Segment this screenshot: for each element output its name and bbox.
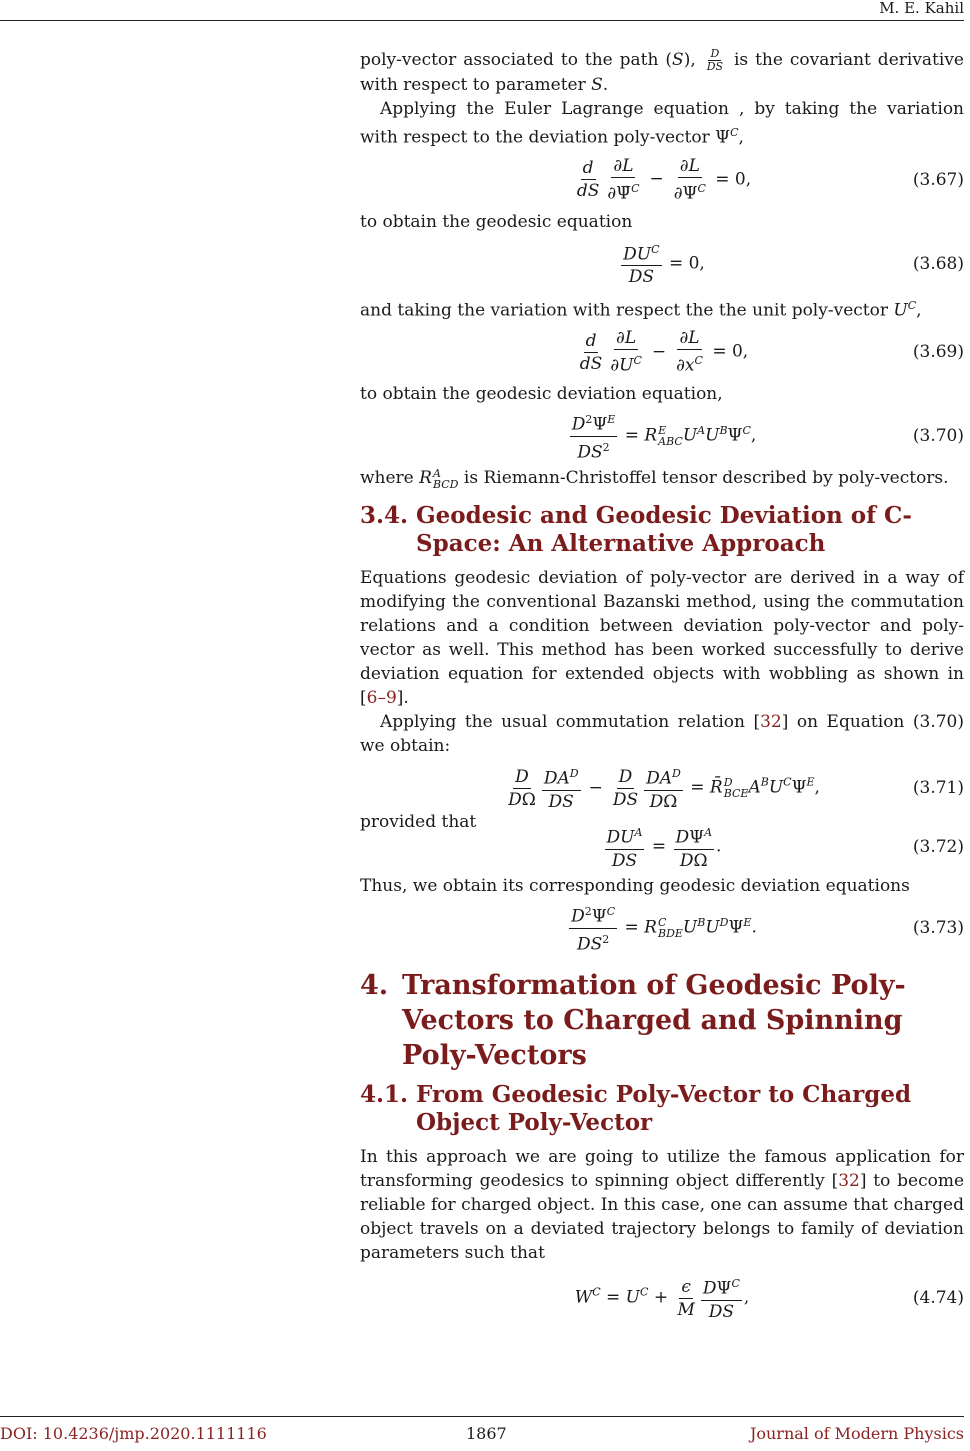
paragraph-euler-lagrange: Applying the Euler Lagrange equation , by taking the variation with respect to the deviation poly-vector $\Psi^C$, <box>360 99 964 148</box>
paragraph-charged-object: In this approach we are going to utilize the famous application for transforming geodesics to spinning object differently [32] to become reliable for charged object. In this case, one can assume that charged object travels on a deviated trajectory belongs to family of deviation parameters such that <box>360 1147 965 1264</box>
paragraph-commutation: Applying the usual commutation relation [32] on Equation (3.70) we obtain: <box>360 712 964 757</box>
paragraph-thus: Thus, we obtain its corresponding geodesic deviation equations <box>360 876 910 897</box>
equation-3-71: $\frac{D}{D\Omega}$ $\frac{DA^D}{DS}$ − $\frac{D}{DS}$ $\frac{DA^D}{D\Omega}$ = R̄ D BCE $A^BU^C\Psi^E$, (3.71) <box>360 758 964 818</box>
equation-3-69: $\frac{d}{dS}$ $\frac{\partial L}{\partial U^C}$ − $\frac{\partial L}{\partial x^C}$ = 0, (3.69) <box>579 328 964 377</box>
equation-3-73: $\frac{D^2\Psi^C}{DS^2}$ = R C BDE $U^BU^D\Psi^E$. (3.73) <box>360 898 964 958</box>
equation-number: (3.68) <box>912 253 964 274</box>
doi-link[interactable]: DOI: 10.4236/jmp.2020.1111116 <box>0 1424 267 1443</box>
main-column <box>360 48 964 1331</box>
equation-3-67: $\frac{d}{dS}$ $\frac{\partial L}{\partial\Psi̇^C}$ − $\frac{\partial L}{\partial\Psi^C}$ = 0, (3.67) <box>576 155 964 204</box>
equation-3-72: $\frac{DU^A}{DS}$ = $\frac{D\Psi^A}{D\Omega}$ . (3.72) <box>360 820 964 874</box>
d-ds-fraction: $\frac{D}{DS}$ <box>706 47 724 73</box>
section-heading-3-4: 3.4. Geodesic and Geodesic Deviation of C-Space: An Alternative Approach <box>360 502 912 558</box>
paragraph-geodesic: to obtain the geodesic equation <box>360 211 633 232</box>
equation-number: (3.70) <box>912 426 964 447</box>
paragraph-provided: provided that <box>360 812 477 833</box>
equation-number: (3.72) <box>912 837 964 858</box>
equation-4-74: $W^C = U^C$ + $\frac{\epsilon}{M}$ $\frac{D\Psi^C}{DS}$ , (4.74) <box>360 1265 964 1331</box>
citation-link[interactable]: 32 <box>760 712 782 733</box>
author-name: M. E. Kahil <box>879 0 964 17</box>
running-head <box>0 0 964 21</box>
equation-number: (3.67) <box>912 169 964 190</box>
equation-3-70: $\frac{D^2\Psi^E}{DS^2}$ = R E ABC $U^AU^B\Psi^C$, (3.70) <box>360 406 964 466</box>
paragraph-riemann: where R A BCD is Riemann-Christoffel tensor described by poly-vectors. <box>360 466 949 491</box>
paragraph-unit-variation: and taking the variation with respect the the unit poly-vector $U^C$, <box>360 298 922 321</box>
equation-number: (3.71) <box>912 778 964 799</box>
paragraph-path-derivative: poly-vector associated to the path (S), $\frac{D}{DS}$ is the covariant derivative with respect to parameter S. <box>360 47 964 95</box>
equation-number: (3.69) <box>912 342 964 363</box>
citation-link[interactable]: 32 <box>838 1171 860 1192</box>
paragraph-bazanski: Equations geodesic deviation of poly-vector are derived in a way of modifying the conventional Bazanski method, using the commutation relations and a condition between deviation poly-vector and poly-vector as well. This method has been worked successfully to derive deviation equation for extended objects with wobbling as shown in [6–9]. <box>360 568 964 709</box>
section-heading-4-1: 4.1. From Geodesic Poly-Vector to Charged Object Poly-Vector <box>360 1081 912 1137</box>
section-heading-4: 4. Transformation of Geodesic Poly-Vectors to Charged and Spinning Poly-Vectors <box>360 970 906 1072</box>
equation-3-68: $\frac{DU^C}{DS}$ = 0, (3.68) <box>360 234 964 294</box>
page-footer <box>0 1416 964 1447</box>
citation-link[interactable]: 6–9 <box>366 688 397 709</box>
equation-number: (4.74) <box>912 1288 964 1309</box>
paragraph-deviation: to obtain the geodesic deviation equation, <box>360 384 723 405</box>
equation-number: (3.73) <box>912 918 964 939</box>
journal-name: Journal of Modern Physics <box>749 1424 964 1443</box>
page-number: 1867 <box>466 1424 507 1443</box>
